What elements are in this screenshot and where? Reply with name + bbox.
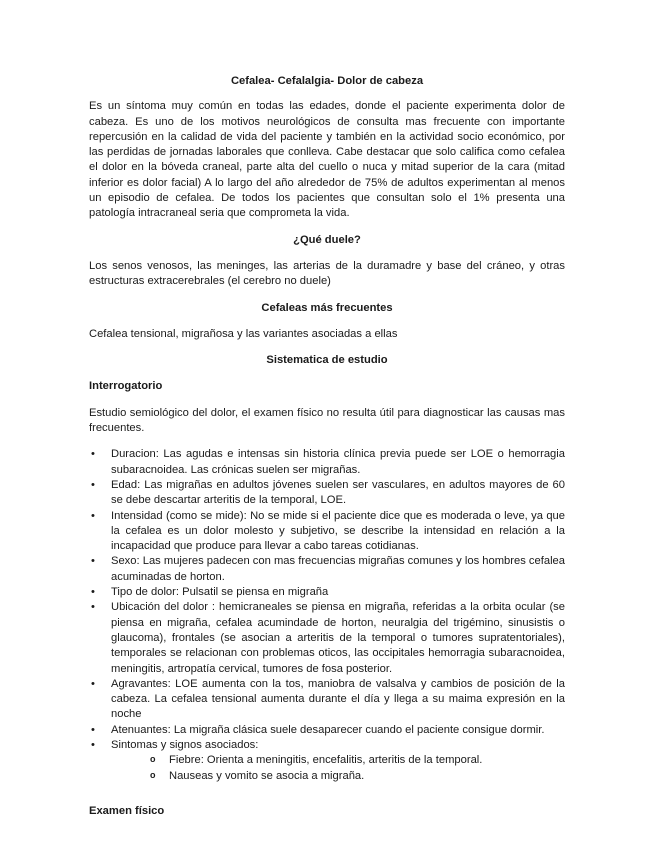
section-heading-cefaleas-frecuentes: Cefaleas más frecuentes [261, 301, 393, 314]
interrogatorio-paragraph: Estudio semiológico del dolor, el examen físico no resulta útil para diagnosticar las causas mas frecuentes. [89, 406, 565, 435]
examen-fisico-heading: Examen físico [89, 804, 165, 817]
document-content [89, 74, 565, 830]
interrogatorio-heading: Interrogatorio [89, 380, 163, 393]
bullet-tipo-dolor: • Tipo de dolor: Pulsatil se piensa en migraña [89, 585, 565, 600]
que-duele-paragraph: Los senos venosos, las meninges, las arterias de la duramadre y base del cráneo, y otras estructuras extracerebrales (el cerebro no duele) [89, 259, 565, 288]
section-heading-sistematica: Sistematica de estudio [266, 354, 388, 367]
bullet-intensidad: • Intensidad (como se mide): No se mide si el paciente dice que es moderada o leve, ya que la cefalea es un dolor molesto y subjetivo, se describe la intensidad en relación a la incapacidad que produce para llevar a cabo tareas cotidianas. [89, 509, 565, 555]
bullet-agravantes: • Agravantes: LOE aumenta con la tos, maniobra de valsalva y cambios de posición de la cabeza. La cefalea tensional aumenta durante el día y llega a su maima expresión en la noche [89, 677, 565, 723]
document-title: Cefalea- Cefalalgia- Dolor de cabeza [230, 75, 424, 87]
sintomas-sub-list [111, 753, 565, 784]
section-heading-que-duele: ¿Qué duele? [293, 233, 361, 246]
bullet-sintomas [89, 738, 565, 784]
bullet-duracion: • Duracion: Las agudas e intensas sin historia clínica previa puede ser LOE o hemorragia subaracnoidea. Las crónicas suelen ser migrañas. [89, 447, 565, 478]
bullet-sexo: • Sexo: Las mujeres padecen con mas frecuencias migrañas comunes y los hombres cefalea acuminadas de horton. [89, 554, 565, 585]
cefaleas-frecuentes-paragraph: Cefalea tensional, migrañosa y las variantes asociadas a ellas [89, 327, 398, 340]
sub-bullet-fiebre: o Fiebre: Orienta a meningitis, encefalitis, arteritis de la temporal. [150, 753, 565, 768]
interrogatorio-bullet-list [89, 447, 565, 784]
sub-bullet-nauseas: o Nauseas y vomito se asocia a migraña. [150, 769, 565, 784]
bullet-edad: • Edad: Las migrañas en adultos jóvenes suelen ser vasculares, en adultos mayores de 60 se debe descartar arteritis de la temporal, LOE. [89, 478, 565, 509]
intro-paragraph: Es un síntoma muy común en todas las edades, donde el paciente experimenta dolor de cabeza. Es uno de los motivos neurológicos de consulta mas frecuente con importante repercusión en la calidad de vida del paciente y también en la actividad socio económico, por las perdidas de jornadas laborales que conlleva. Cabe destacar que solo califica como cefalea el dolor en la bóveda craneal, parte alta del cuello o nuca y mitad superior de la cara (mitad inferior es dolor facial) A lo largo del año alrededor de 75% de adultos experimentan al menos un episodio de cefalea. De todos los pacientes que consultan solo el 1% presenta una patología intracraneal seria que comprometa la vida. [89, 100, 565, 220]
bullet-ubicacion: • Ubicación del dolor : hemicraneales se piensa en migraña, referidas a la orbita ocular (se piensa en migraña, cefalea acumindade de horton, neuralgia del trigémino, sinusistis o glaucoma), frontales (se asocian a arteritis de la temporal o tumores supratentoriales), temporales se relacionan con problemas oticos, las occipitales hemorragia subaracnoidea, meningitis, artropatía cervical, tumores de fosa posterior. [89, 600, 565, 676]
bullet-sintomas-text: Sintomas y signos asociados: [111, 738, 259, 751]
bullet-atenuantes: • Atenuantes: La migraña clásica suele desaparecer cuando el paciente consigue dormir. [89, 723, 565, 738]
